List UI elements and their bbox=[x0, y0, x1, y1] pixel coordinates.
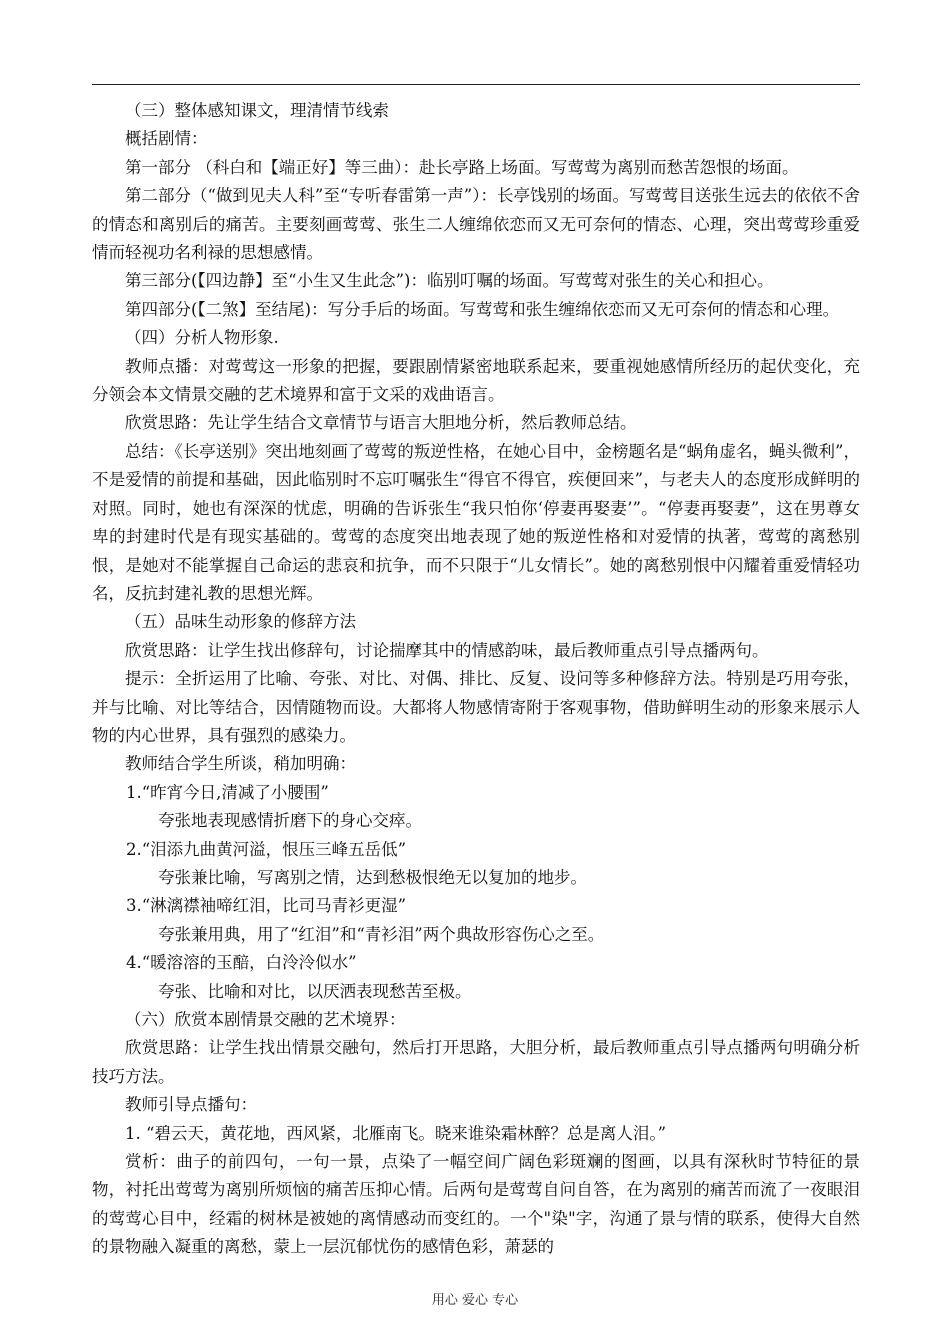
rhetoric-quote: 1.“昨宵今日,清减了小腰围” bbox=[126, 782, 329, 802]
part-3: 第三部分(【四边静】至“小生又生此念”)：临别叮嘱的场面。写莺莺对张生的关心和担心。 bbox=[125, 271, 774, 291]
section3-heading: （三）整体感知课文，理清情节线索 bbox=[125, 101, 389, 120]
part-4: 第四部分(【二煞】至结尾)：写分手后的场面。写莺莺和张生缠绵依恋而又无可奈何的情态和心理。 bbox=[125, 299, 840, 319]
header-rule bbox=[92, 84, 860, 85]
scene-teacher-note: 教师引导点播句： bbox=[125, 1095, 257, 1115]
rhetoric-quote: 4.“暖溶溶的玉醅，白泠泠似水” bbox=[126, 953, 357, 973]
scene-approach: 欣赏思路：让学生找出情景交融句，然后打开思路，大胆分析，最后教师重点引导点播两句明确分析技巧方法。 bbox=[92, 1038, 860, 1086]
scene-quote: 1. “碧云天，黄花地，西风紧，北雁南飞。晓来谁染霜林醉？总是离人泪。” bbox=[125, 1123, 667, 1143]
rhetoric-explanation: 夸张、比喻和对比，以厌洒表现愁苦至极。 bbox=[158, 981, 472, 1001]
character-summary: 总结：《长亭送别》突出地刻画了莺莺的叛逆性格，在她心目中，金榜题名是“蜗角虚名，蝇头微利”，不是爱情的前提和基础，因此临别时不忘叮嘱张生“得官不得官，疾便回来”，与老夫人的态度形成鲜明的对照。同时，她也有深深的忧虑，明确的告诉张生“我只怕你‘停妻再娶妻’”。“停妻再娶妻”，这在男尊女卑的封建时代是有现实基础的。莺莺的态度突出地表现了她的叛逆性格和对爱情的执著，莺莺的离愁别恨，是她对不能掌握自己命运的悲哀和抗争，而不只限于“儿女情长”。她的离愁别恨中闪耀着重爱情轻功名，反抗封建礼教的思想光辉。 bbox=[92, 441, 860, 603]
teacher-note: 教师点播：对莺莺这一形象的把握，要跟剧情紧密地联系起来，要重视她感情所经历的起伏变化，充分领会本文情景交融的艺术境界和富于文采的戏曲语言。 bbox=[92, 356, 860, 405]
appreciation-approach: 欣赏思路：先让学生结合文章情节与语言大胆地分析，然后教师总结。 bbox=[125, 413, 637, 433]
rhetoric-explanation: 夸张地表现感情折磨下的身心交瘁。 bbox=[158, 811, 422, 831]
plot-summary-label: 概括剧情： bbox=[125, 129, 208, 149]
rhetoric-explanation: 夸张兼用典，用了“红泪”和“青衫泪”两个典故形容伤心之至。 bbox=[158, 924, 605, 944]
page-footer: 用心 爱心 专心 bbox=[431, 1293, 519, 1308]
section6-heading: （六）欣赏本剧情景交融的艺术境界： bbox=[125, 1010, 406, 1029]
part-1: 第一部分 （科白和【端正好】等三曲）：赴长亭路上场面。写莺莺为离别而愁苦怨恨的场面。 bbox=[125, 157, 799, 177]
section5-heading: （五）品味生动形象的修辞方法 bbox=[125, 612, 356, 632]
rhetoric-hint: 提示：全折运用了比喻、夸张、对比、对偶、排比、反复、设问等多种修辞方法。特别是巧用夸张，并与比喻、对比等结合，因情随物而设。大都将人物感情寄附于客观事物，借助鲜明生动的形象来展示人物的内心世界，具有强烈的感染力。 bbox=[92, 669, 860, 745]
scene-analysis: 赏析：曲子的前四句，一句一景，点染了一幅空间广阔色彩斑斓的图画，以具有深秋时节特征的景物，衬托出莺莺为离别所烦恼的痛苦压抑心情。后两句是莺莺自问自答，在为离别的痛苦而流了一夜眼泪的莺莺心目中，经霜的树林是被她的离情感动而变红的。一个"染"字，沟通了景与情的联系，使得大自然的景物融入凝重的离愁，蒙上一层沉郁忧伤的感情色彩，萧瑟的 bbox=[92, 1152, 860, 1257]
part-2: 第二部分（“做到见夫人科”至“专听春雷第一声”）：长亭饯别的场面。写莺莺目送张生远去的依依不舍的情态和离别后的痛苦。主要刻画莺莺、张生二人缠绵依恋而又无可奈何的情态、心理，突出莺莺珍重爱情而轻视功名利禄的思想感情。 bbox=[92, 186, 860, 263]
rhetoric-teacher-note: 教师结合学生所谈，稍加明确： bbox=[125, 754, 356, 774]
rhetoric-quote: 3.“淋漓襟袖啼红泪，比司马青衫更湿” bbox=[126, 896, 407, 916]
rhetoric-explanation: 夸张兼比喻，写离别之情，达到愁极恨绝无以复加的地步。 bbox=[158, 867, 587, 887]
rhetoric-approach: 欣赏思路：让学生找出修辞句，讨论揣摩其中的情感韵味，最后教师重点引导点播两句。 bbox=[125, 640, 769, 660]
section4-heading: （四）分析人物形象. bbox=[125, 328, 279, 348]
rhetoric-quote: 2.“泪添九曲黄河溢，恨压三峰五岳低” bbox=[126, 839, 407, 859]
document-body bbox=[92, 97, 860, 1262]
